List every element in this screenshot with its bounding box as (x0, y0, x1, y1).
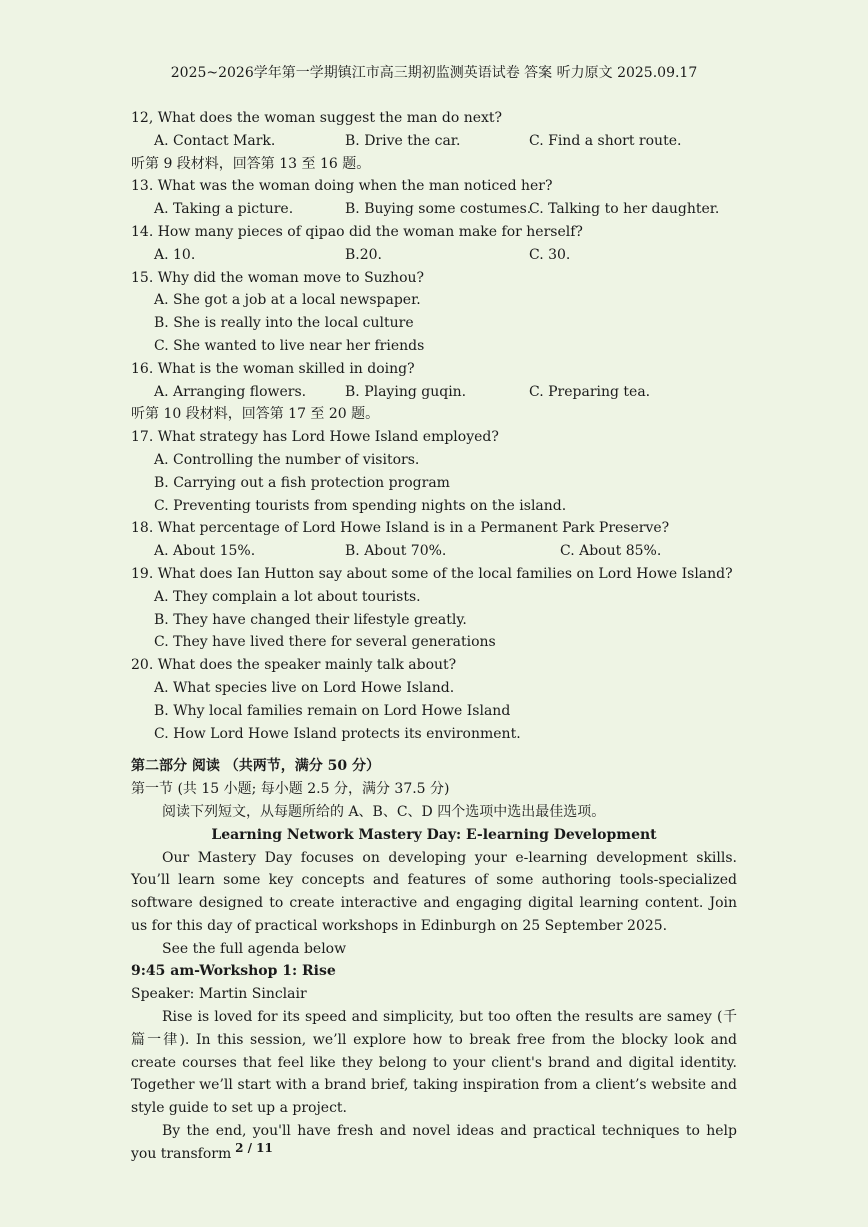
question-stem: 16. What is the woman skilled in doing? (131, 360, 415, 377)
option-b: B.20. (345, 246, 383, 263)
option-a: A. Taking a picture. (154, 201, 294, 218)
option-c: C. How Lord Howe Island protects its environment. (154, 725, 521, 742)
option-c: C. Find a short route. (529, 132, 682, 149)
question-group-b (131, 175, 737, 403)
options-row (131, 244, 737, 267)
option-a: A. Controlling the number of visitors. (154, 451, 420, 468)
options-row (131, 130, 737, 153)
option-c: C. She wanted to live near her friends (154, 337, 425, 354)
option-b: B. About 70%. (345, 543, 447, 560)
option-b: B. Buying some costumes. (345, 201, 532, 218)
page-number: 2 / 11 (235, 1141, 273, 1155)
option-c: C. Preparing tea. (529, 383, 651, 400)
question-stem: 20. What does the speaker mainly talk about? (131, 657, 457, 674)
question-stem: 13. What was the woman doing when the man noticed her? (131, 178, 553, 195)
article-title: Learning Network Mastery Day: E-learning Development (211, 826, 657, 843)
option-a: A. They complain a lot about tourists. (154, 588, 421, 605)
part2-title: 第二部分 阅读 （共两节，满分 50 分） (131, 758, 380, 775)
agenda-note: See the full agenda below (162, 940, 347, 957)
option-c: C. 30. (529, 246, 571, 263)
option-b: B. Drive the car. (345, 132, 461, 149)
option-a: A. Arranging flowers. (154, 383, 307, 400)
option-b: B. They have changed their lifestyle greatly. (154, 611, 467, 628)
option-c: C. About 85%. (560, 543, 662, 560)
workshop-1-title: 9:45 am-Workshop 1: Rise (131, 963, 336, 980)
options-row (131, 381, 737, 404)
workshop-1-speaker: Speaker: Martin Sinclair (131, 986, 307, 1003)
option-c: C. Preventing tourists from spending nights on the island. (154, 497, 567, 514)
option-b: B. Why local families remain on Lord Howe Island (154, 702, 511, 719)
question-stem: 17. What strategy has Lord Howe Island employed? (131, 429, 499, 446)
option-b: B. Carrying out a fish protection program (154, 474, 450, 491)
reading-instruction: 阅读下列短文，从每题所给的 A、B、C、D 四个选项中选出最佳选项。 (162, 803, 606, 820)
question-stem: 19. What does Ian Hutton say about some of the local families on Lord Howe Island? (131, 565, 733, 582)
option-a: A. What species live on Lord Howe Island. (154, 679, 455, 696)
option-b: B. Playing guqin. (345, 383, 467, 400)
question-stem: 12, What does the woman suggest the man do next? (131, 110, 503, 126)
page-header: 2025~2026学年第一学期镇江市高三期初监测英语试卷 答案 听力原文 2025.09.17 (170, 65, 698, 81)
option-a: A. She got a job at a local newspaper. (154, 292, 421, 309)
article-paragraph-2: Rise is loved for its speed and simplicity, but too often the results are samey (千篇一律). In this session, we’ll explore how to break free from the blocky look and create courses that feel like they belong to your client's brand and digital identity. Together we’ll start with a brand brief, taking inspiration from a client’s website and style guide to set up a project. (131, 1009, 737, 1117)
option-c: C. They have lived there for several generations (154, 634, 496, 651)
article-paragraph-1: Our Mastery Day focuses on developing your e-learning development skills. You’ll learn some key concepts and features of some authoring tools-specialized software designed to create interactive and engaging digital learning content. Join us for this day of practical workshops in Edinburgh on 25 September 2025. (131, 849, 737, 934)
option-a: A. Contact Mark. (154, 132, 276, 149)
section-10-heading: 听第 10 段材料，回答第 17 至 20 题。 (131, 406, 380, 423)
question-stem: 14. How many pieces of qipao did the woman make for herself? (131, 223, 583, 240)
question-stem: 15. Why did the woman move to Suzhou? (131, 269, 425, 286)
options-row (131, 540, 737, 563)
option-b: B. She is really into the local culture (154, 315, 414, 332)
section-9-heading: 听第 9 段材料，回答第 13 至 16 题。 (131, 155, 371, 172)
question-group-c (131, 426, 737, 745)
question-stem: 18. What percentage of Lord Howe Island is in a Permanent Park Preserve? (131, 520, 670, 537)
option-c: C. Talking to her daughter. (529, 201, 720, 218)
page-content (131, 107, 737, 1166)
options-row (131, 198, 737, 221)
question-group-a (131, 107, 737, 153)
section1-title: 第一节 (共 15 小题; 每小题 2.5 分，满分 37.5 分) (131, 781, 450, 798)
option-a: A. 10. (154, 246, 196, 263)
option-a: A. About 15%. (154, 543, 256, 560)
article-paragraph-3: By the end, you'll have fresh and novel ideas and practical techniques to help you transform (131, 1123, 737, 1162)
